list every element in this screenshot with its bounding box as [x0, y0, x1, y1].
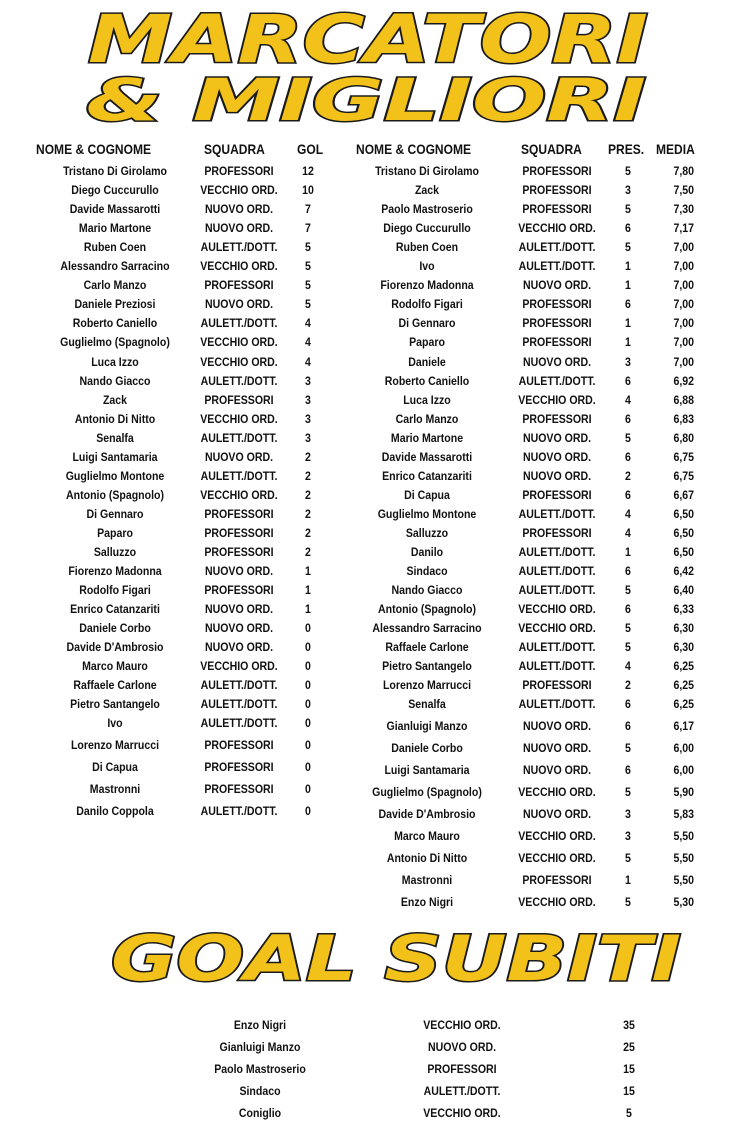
scorer-name: Guglielmo (Spagnolo)	[60, 335, 170, 350]
scorer-name: Davide Massarotti	[69, 202, 161, 217]
scorer-team: PROFESSORI	[204, 545, 274, 559]
scorer-name: Enrico Catanzariti	[70, 602, 160, 617]
rating-team: AULETT./DOTT.	[518, 659, 596, 674]
scorer-goals: 4	[305, 316, 311, 331]
conceded-team: PROFESSORI	[427, 1062, 497, 1076]
scorer-goals: 0	[305, 782, 311, 796]
rating-apps: 6	[625, 411, 631, 426]
scorer-name: Rodolfo Figari	[79, 583, 151, 598]
scorer-team: NUOVO ORD.	[204, 449, 274, 464]
scorer-goals: 5	[305, 278, 311, 293]
scorer-name: Fiorenzo Madonna	[68, 564, 162, 579]
rating-name: Senalfa	[408, 697, 446, 712]
rating-apps: 1	[625, 316, 631, 331]
rating-avg: 6,75	[673, 449, 694, 464]
rating-team: VECCHIO ORD.	[518, 895, 596, 909]
scorer-team: VECCHIO ORD.	[200, 659, 278, 674]
scorer-goals: 2	[305, 487, 311, 502]
scorer-name: Alessandro Sarracino	[60, 259, 170, 274]
rating-avg: 6,80	[673, 430, 694, 445]
scorer-team: AULETT./DOTT.	[200, 804, 278, 818]
scorer-team: NUOVO ORD.	[204, 602, 274, 617]
rating-team: VECCHIO ORD.	[518, 392, 596, 407]
scorer-goals: 10	[302, 183, 314, 198]
scorer-team: PROFESSORI	[204, 278, 274, 293]
rating-team: AULETT./DOTT.	[518, 259, 596, 274]
rating-apps: 6	[625, 373, 631, 388]
rating-apps: 5	[625, 640, 631, 655]
scorer-team: AULETT./DOTT.	[200, 678, 278, 693]
rating-name: Mastronni	[401, 873, 453, 887]
scorer-team: PROFESSORI	[204, 782, 274, 796]
scorer-team: AULETT./DOTT.	[200, 240, 278, 255]
scorer-goals: 1	[305, 583, 311, 598]
scorer-name: Luigi Santamaria	[72, 449, 158, 464]
scorer-goals: 7	[305, 221, 311, 236]
rating-avg: 6,88	[673, 392, 694, 407]
scorer-goals: 3	[305, 392, 311, 407]
ratings-header-team: SQUADRA	[521, 141, 582, 157]
conceded-goals: 15	[623, 1084, 635, 1098]
rating-name: Di Capua	[404, 487, 450, 502]
rating-apps: 1	[625, 278, 631, 293]
scorer-team: VECCHIO ORD.	[200, 183, 278, 198]
scorer-name: Antonio (Spagnolo)	[66, 487, 164, 502]
rating-name: Guglielmo (Spagnolo)	[372, 785, 482, 799]
rating-apps: 1	[625, 873, 631, 887]
scorer-name: Mario Martone	[78, 221, 152, 236]
rating-apps: 3	[625, 807, 631, 821]
rating-team: AULETT./DOTT.	[518, 564, 596, 579]
rating-avg: 7,30	[673, 202, 694, 217]
scorer-team: VECCHIO ORD.	[200, 411, 278, 426]
title-marcatori: MARCATORI	[88, 1, 648, 78]
scorer-name: Antonio Di Nitto	[74, 411, 156, 426]
rating-team: NUOVO ORD.	[522, 807, 592, 821]
rating-name: Di Gennaro	[398, 316, 456, 331]
rating-team: NUOVO ORD.	[522, 449, 592, 464]
rating-name: Enrico Catanzariti	[382, 468, 472, 483]
rating-name: Gianluigi Manzo	[386, 719, 468, 733]
rating-apps: 5	[625, 164, 631, 178]
scorer-team: VECCHIO ORD.	[200, 487, 278, 502]
rating-avg: 6,00	[673, 763, 694, 777]
rating-avg: 7,50	[673, 183, 694, 198]
scorer-name: Paparo	[97, 525, 133, 540]
rating-team: VECCHIO ORD.	[518, 221, 596, 236]
scorer-name: Danilo Coppola	[76, 804, 154, 818]
title-banner-top	[0, 0, 730, 134]
rating-name: Alessandro Sarracino	[372, 621, 482, 636]
scorer-goals: 0	[305, 697, 311, 712]
rating-avg: 7,00	[673, 278, 694, 293]
rating-team: PROFESSORI	[522, 873, 592, 887]
rating-avg: 6,30	[673, 621, 694, 636]
rating-apps: 5	[625, 202, 631, 217]
conceded-name: Coniglio	[238, 1106, 282, 1120]
scorer-team: NUOVO ORD.	[204, 297, 274, 312]
rating-team: PROFESSORI	[522, 678, 592, 693]
scorer-team: AULETT./DOTT.	[200, 468, 278, 483]
conceded-goals: 35	[623, 1018, 635, 1032]
rating-apps: 4	[625, 506, 631, 521]
rating-apps: 5	[625, 621, 631, 636]
scorer-name: Carlo Manzo	[83, 278, 147, 293]
rating-apps: 6	[625, 697, 631, 712]
rating-apps: 3	[625, 354, 631, 369]
scorer-name: Salluzzo	[93, 545, 137, 559]
scorer-name: Guglielmo Montone	[65, 468, 165, 483]
rating-name: Diego Cuccurullo	[383, 221, 471, 236]
rating-avg: 6,40	[673, 583, 694, 598]
rating-avg: 5,83	[673, 807, 694, 821]
rating-name: Lorenzo Marrucci	[382, 678, 472, 693]
rating-name: Antonio Di Nitto	[386, 851, 468, 865]
scorer-name: Nando Giacco	[79, 373, 151, 388]
rating-apps: 1	[625, 335, 631, 350]
rating-apps: 5	[625, 741, 631, 755]
scorer-goals: 0	[305, 621, 311, 636]
rating-team: NUOVO ORD.	[522, 430, 592, 445]
rating-apps: 3	[625, 183, 631, 198]
rating-team: VECCHIO ORD.	[518, 851, 596, 865]
scorer-team: AULETT./DOTT.	[200, 697, 278, 712]
ratings-header-apps: PRES.	[608, 141, 645, 157]
rating-name: Ruben Coen	[395, 240, 459, 255]
rating-avg: 6,92	[673, 373, 694, 388]
rating-team: NUOVO ORD.	[522, 278, 592, 293]
rating-apps: 6	[625, 602, 631, 617]
rating-name: Davide Massarotti	[381, 449, 473, 464]
rating-apps: 5	[625, 583, 631, 598]
rating-apps: 6	[625, 564, 631, 579]
scorer-goals: 3	[305, 430, 311, 445]
rating-apps: 6	[625, 449, 631, 464]
rating-team: NUOVO ORD.	[522, 354, 592, 369]
scorer-team: AULETT./DOTT.	[200, 373, 278, 388]
rating-name: Luca Izzo	[403, 392, 451, 407]
rating-avg: 6,25	[673, 659, 694, 674]
title-goal-subiti: GOAL SUBITI	[111, 922, 681, 995]
scorer-goals: 12	[302, 164, 314, 178]
scorer-name: Tristano Di Girolamo	[63, 164, 167, 178]
rating-avg: 5,50	[673, 851, 694, 865]
scorer-goals: 3	[305, 373, 311, 388]
scorer-goals: 2	[305, 468, 311, 483]
rating-apps: 3	[625, 829, 631, 843]
scorer-team: AULETT./DOTT.	[200, 316, 278, 331]
scorer-goals: 3	[305, 411, 311, 426]
scorer-team: PROFESSORI	[204, 506, 274, 521]
rating-team: PROFESSORI	[522, 487, 592, 502]
rating-avg: 7,00	[673, 297, 694, 312]
rating-name: Fiorenzo Madonna	[380, 278, 474, 293]
rating-apps: 2	[625, 678, 631, 693]
rating-avg: 7,00	[673, 316, 694, 331]
scorer-name: Zack	[102, 392, 128, 407]
scorer-name: Davide D'Ambrosio	[66, 640, 164, 655]
scorer-team: VECCHIO ORD.	[200, 259, 278, 274]
ratings-header-name: NOME & COGNOME	[356, 141, 472, 157]
conceded-name: Sindaco	[239, 1084, 281, 1098]
scorer-name: Mastronni	[89, 782, 141, 796]
scorer-team: NUOVO ORD.	[204, 221, 274, 236]
rating-apps: 6	[625, 487, 631, 502]
scorer-name: Daniele Corbo	[79, 621, 151, 636]
rating-name: Zack	[414, 183, 440, 198]
rating-name: Guglielmo Montone	[377, 506, 477, 521]
rating-avg: 7,00	[673, 354, 694, 369]
scorer-name: Diego Cuccurullo	[71, 183, 159, 198]
conceded-goals: 5	[626, 1106, 632, 1120]
scorer-team: NUOVO ORD.	[204, 621, 274, 636]
rating-name: Paolo Mastroserio	[381, 202, 473, 217]
conceded-name: Paolo Mastroserio	[214, 1062, 306, 1076]
scorer-goals: 7	[305, 202, 311, 217]
rating-team: AULETT./DOTT.	[518, 545, 596, 559]
scorer-team: NUOVO ORD.	[204, 202, 274, 217]
rating-team: PROFESSORI	[522, 164, 592, 178]
rating-name: Paparo	[409, 335, 445, 350]
scorer-team: VECCHIO ORD.	[200, 335, 278, 350]
rating-name: Carlo Manzo	[395, 411, 459, 426]
rating-apps: 5	[625, 430, 631, 445]
rating-name: Mario Martone	[390, 430, 464, 445]
rating-apps: 5	[625, 785, 631, 799]
scorer-goals: 1	[305, 602, 311, 617]
scorer-goals: 0	[305, 659, 311, 674]
rating-avg: 6,25	[673, 697, 694, 712]
scorer-name: Di Gennaro	[86, 506, 144, 521]
conceded-goals: 25	[623, 1040, 635, 1054]
scorer-goals: 2	[305, 545, 311, 559]
rating-name: Nando Giacco	[391, 583, 463, 598]
rating-avg: 6,17	[673, 719, 694, 733]
scorer-goals: 0	[305, 640, 311, 655]
rating-team: PROFESSORI	[522, 316, 592, 331]
rating-avg: 5,90	[673, 785, 694, 799]
scorer-goals: 0	[305, 804, 311, 818]
rating-apps: 5	[625, 895, 631, 909]
rating-name: Danilo	[410, 545, 444, 559]
scorer-goals: 4	[305, 354, 311, 369]
scorer-team: NUOVO ORD.	[204, 640, 274, 655]
rating-name: Marco Mauro	[394, 829, 460, 843]
conceded-team: VECCHIO ORD.	[423, 1106, 501, 1120]
scorer-name: Marco Mauro	[82, 659, 148, 674]
rating-apps: 5	[625, 240, 631, 255]
rating-apps: 4	[625, 392, 631, 407]
rating-avg: 6,30	[673, 640, 694, 655]
rating-avg: 7,17	[673, 221, 694, 236]
rating-avg: 6,83	[673, 411, 694, 426]
rating-name: Rodolfo Figari	[391, 297, 463, 312]
rating-team: AULETT./DOTT.	[518, 640, 596, 655]
scorer-team: NUOVO ORD.	[204, 564, 274, 579]
rating-team: AULETT./DOTT.	[518, 583, 596, 598]
rating-avg: 6,00	[673, 741, 694, 755]
conceded-team: VECCHIO ORD.	[423, 1018, 501, 1032]
rating-name: Raffaele Carlone	[385, 640, 469, 655]
rating-team: PROFESSORI	[522, 411, 592, 426]
scorer-name: Pietro Santangelo	[70, 697, 160, 712]
rating-team: NUOVO ORD.	[522, 763, 592, 777]
scorer-goals: 0	[305, 716, 311, 730]
scorer-name: Raffaele Carlone	[73, 678, 157, 693]
scorer-team: PROFESSORI	[204, 525, 274, 540]
rating-team: PROFESSORI	[522, 202, 592, 217]
conceded-name: Gianluigi Manzo	[219, 1040, 301, 1054]
rating-avg: 6,25	[673, 678, 694, 693]
rating-avg: 6,50	[673, 525, 694, 540]
scorer-goals: 0	[305, 760, 311, 774]
scorer-name: Ruben Coen	[83, 240, 147, 255]
rating-avg: 7,00	[673, 259, 694, 274]
rating-name: Ivo	[419, 259, 435, 274]
rating-apps: 6	[625, 221, 631, 236]
scorers-header-name: NOME & COGNOME	[36, 141, 152, 157]
scorer-goals: 2	[305, 449, 311, 464]
rating-team: VECCHIO ORD.	[518, 621, 596, 636]
rating-team: PROFESSORI	[522, 335, 592, 350]
rating-name: Sindaco	[406, 564, 448, 579]
rating-team: VECCHIO ORD.	[518, 785, 596, 799]
rating-apps: 1	[625, 259, 631, 274]
rating-avg: 5,50	[673, 873, 694, 887]
rating-apps: 6	[625, 297, 631, 312]
rating-avg: 7,80	[673, 164, 694, 178]
rating-name: Davide D'Ambrosio	[378, 807, 476, 821]
rating-name: Enzo Nigri	[400, 895, 454, 909]
scorer-goals: 0	[305, 738, 311, 752]
scorer-goals: 4	[305, 335, 311, 350]
ratings-header-avg: MEDIA	[656, 141, 695, 157]
conceded-team: NUOVO ORD.	[427, 1040, 497, 1054]
scorer-goals: 1	[305, 564, 311, 579]
scorer-team: VECCHIO ORD.	[200, 354, 278, 369]
scorer-team: PROFESSORI	[204, 583, 274, 598]
scorer-name: Senalfa	[96, 430, 134, 445]
rating-name: Roberto Caniello	[384, 373, 470, 388]
rating-team: NUOVO ORD.	[522, 719, 592, 733]
rating-team: PROFESSORI	[522, 183, 592, 198]
scorer-goals: 5	[305, 297, 311, 312]
conceded-goals: 15	[623, 1062, 635, 1076]
rating-apps: 2	[625, 468, 631, 483]
rating-apps: 5	[625, 851, 631, 865]
conceded-team: AULETT./DOTT.	[423, 1084, 501, 1098]
rating-name: Tristano Di Girolamo	[375, 164, 479, 178]
rating-name: Antonio (Spagnolo)	[378, 602, 476, 617]
rating-team: NUOVO ORD.	[522, 468, 592, 483]
rating-team: AULETT./DOTT.	[518, 506, 596, 521]
rating-avg: 6,50	[673, 506, 694, 521]
scorer-name: Luca Izzo	[91, 354, 139, 369]
rating-avg: 6,42	[673, 564, 694, 579]
rating-apps: 1	[625, 545, 631, 559]
rating-team: PROFESSORI	[522, 297, 592, 312]
scorer-team: PROFESSORI	[204, 392, 274, 407]
scorer-goals: 2	[305, 506, 311, 521]
title-migliori: & MIGLIORI	[86, 66, 646, 134]
rating-avg: 5,30	[673, 895, 694, 909]
rating-avg: 6,33	[673, 602, 694, 617]
scorers-header-team: SQUADRA	[204, 141, 265, 157]
scorer-goals: 0	[305, 678, 311, 693]
scorer-team: AULETT./DOTT.	[200, 430, 278, 445]
scorer-team: PROFESSORI	[204, 164, 274, 178]
scorer-team: PROFESSORI	[204, 738, 274, 752]
rating-apps: 4	[625, 525, 631, 540]
rating-avg: 6,75	[673, 468, 694, 483]
rating-name: Daniele	[408, 354, 446, 369]
rating-team: PROFESSORI	[522, 525, 592, 540]
rating-avg: 5,50	[673, 829, 694, 843]
rating-apps: 6	[625, 763, 631, 777]
rating-name: Salluzzo	[405, 525, 449, 540]
rating-avg: 6,67	[673, 487, 694, 502]
rating-team: VECCHIO ORD.	[518, 829, 596, 843]
scorer-goals: 5	[305, 259, 311, 274]
rating-team: AULETT./DOTT.	[518, 240, 596, 255]
scorer-name: Ivo	[107, 716, 123, 730]
scorer-goals: 2	[305, 525, 311, 540]
rating-team: AULETT./DOTT.	[518, 373, 596, 388]
rating-team: VECCHIO ORD.	[518, 602, 596, 617]
rating-avg: 7,00	[673, 335, 694, 350]
rating-name: Pietro Santangelo	[382, 659, 472, 674]
rating-name: Luigi Santamaria	[384, 763, 470, 777]
title-banner-goal	[0, 920, 730, 995]
rating-team: AULETT./DOTT.	[518, 697, 596, 712]
scorer-goals: 5	[305, 240, 311, 255]
rating-avg: 6,50	[673, 545, 694, 559]
rating-team: NUOVO ORD.	[522, 741, 592, 755]
scorer-name: Lorenzo Marrucci	[70, 738, 160, 752]
scorer-name: Daniele Preziosi	[74, 297, 156, 312]
conceded-name: Enzo Nigri	[233, 1018, 287, 1032]
rating-apps: 4	[625, 659, 631, 674]
rating-avg: 7,00	[673, 240, 694, 255]
rating-name: Daniele Corbo	[391, 741, 463, 755]
rating-apps: 6	[625, 719, 631, 733]
scorer-name: Roberto Caniello	[72, 316, 158, 331]
scorers-header-goals: GOL	[297, 141, 324, 157]
scorer-team: PROFESSORI	[204, 760, 274, 774]
scorer-name: Di Capua	[92, 760, 138, 774]
scorer-team: AULETT./DOTT.	[200, 716, 278, 730]
